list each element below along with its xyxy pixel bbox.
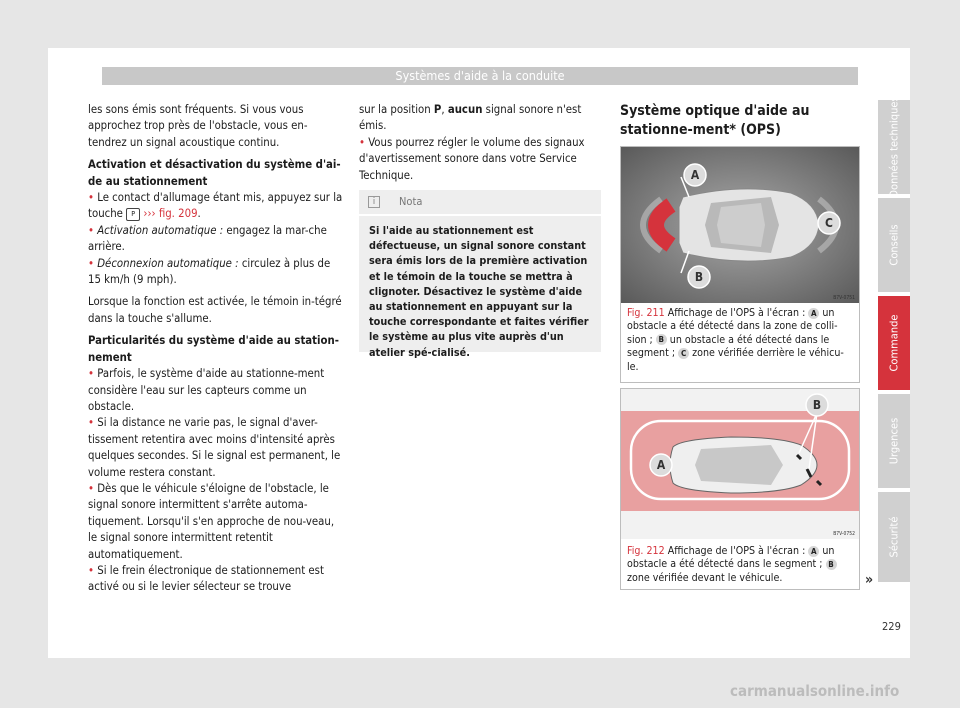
bullet-icon: •	[88, 191, 94, 205]
bullet-icon: •	[88, 367, 94, 381]
page-header: Systèmes d'aide à la conduite	[102, 67, 858, 85]
parking-key-icon: P	[126, 208, 140, 221]
callout-a: A	[656, 458, 666, 472]
figure-caption: Fig. 212 Affichage de l'OPS à l'écran : A un obstacle a été détecté dans le segment ; B zone vérifiée devant le véhicule.	[627, 545, 855, 585]
callout-b: B	[694, 270, 704, 284]
bullet-item: • Dès que le véhicule s'éloigne de l'obstacle, le signal sonore intermittent s'arrête automa-tiquement. Lorsqu'il s'en approche de nou-veau, le signal sonore intermittent retentit automatiquement.	[88, 481, 335, 561]
bullet-icon: •	[88, 223, 94, 237]
bullet-icon: •	[88, 416, 94, 430]
ops-front-illustration	[621, 389, 859, 539]
tab-urgences[interactable]: Urgences	[878, 394, 910, 488]
note-title: Nota	[399, 195, 423, 208]
marker-a: A	[808, 308, 819, 319]
figure-link[interactable]: ››› fig. 209	[143, 207, 198, 221]
tab-donnees-techniques[interactable]: Données techniques	[878, 100, 910, 194]
column-1	[88, 102, 344, 596]
figure-label: Fig. 212	[627, 545, 665, 557]
figure-code: B7V-0751	[833, 295, 855, 301]
bullet-icon: •	[88, 256, 94, 270]
note-box	[359, 190, 601, 359]
note-body: Si l'aide au stationnement est défectueuse, un signal sonore constant sera émis lors de la première activation et le témoin de la touche se mettra à clignoter. Désactivez le système d'aide au stationnement en appuyant sur la touche correspondante et faites vérifier le système au plus vite auprès d'un atelier spé-cialisé.	[369, 224, 589, 359]
callout-b: B	[812, 398, 822, 412]
marker-b: B	[656, 334, 667, 345]
bullet-item: • Vous pourrez régler le volume des signaux d'avertissement sonore dans votre Service Technique.	[359, 135, 585, 182]
footer-watermark: carmanualsonline.info	[730, 682, 900, 700]
bullet-item: • Si le frein électronique de stationnement est activé ou si le levier sélecteur se trouve	[88, 563, 324, 594]
bullet-item: • Parfois, le système d'aide au stationne-ment considère l'eau sur les capteurs comme un obstacle.	[88, 367, 325, 413]
figure-label: Fig. 211	[627, 307, 665, 319]
bullet-icon: •	[88, 481, 94, 495]
continue-arrow: »	[865, 572, 874, 588]
tab-commande[interactable]: Commande	[878, 296, 910, 390]
marker-c: C	[678, 348, 689, 359]
heading-activation: Activation et désactivation du système d'ai-de au stationnement	[88, 158, 341, 188]
paragraph: Lorsque la fonction est activée, le témoin in-tégré dans la touche s'allume.	[88, 295, 342, 325]
marker-a: A	[808, 546, 819, 557]
section-title: Système optique d'aide au stationne-ment* (OPS)	[620, 103, 810, 138]
figure-212	[620, 388, 860, 590]
page-number: 229	[882, 620, 901, 633]
paragraph: les sons émis sont fréquents. Si vous vous approchez trop près de l'obstacle, vous en-tendrez un signal acoustique continu.	[88, 103, 308, 149]
figure-211	[620, 146, 860, 383]
paragraph: sur la position P, aucun signal sonore n'est émis.	[359, 103, 582, 133]
bullet-item: • Activation automatique : engagez la mar-che arrière.	[88, 223, 327, 254]
callout-c: C	[825, 216, 833, 230]
column-2	[359, 102, 601, 184]
callout-a: A	[690, 168, 700, 182]
heading-particularites: Particularités du système d'aide au station-nement	[88, 334, 339, 364]
info-icon: i	[368, 196, 380, 208]
figure-code: B7V-0752	[833, 531, 855, 537]
marker-b: B	[826, 559, 837, 570]
tab-securite[interactable]: Sécurité	[878, 492, 910, 582]
note-header	[359, 190, 601, 216]
bullet-icon: •	[359, 135, 365, 149]
bullet-item: • Si la distance ne varie pas, le signal d'aver-tissement retentira avec moins d'intensité après quelques secondes. Si le signal est permanent, le volume restera constant.	[88, 416, 341, 479]
figure-caption: Fig. 211 Affichage de l'OPS à l'écran : A un obstacle a été détecté dans la zone de colli-sion ; B un obstacle a été détecté dans le segment ; C zone vérifiée derrière le véhicu-le.	[627, 307, 844, 373]
bullet-item: • Déconnexion automatique : circulez à plus de 15 km/h (9 mph).	[88, 256, 331, 287]
bullet-item: • Le contact d'allumage étant mis, appuyez sur la touche P ››› fig. 209.	[88, 191, 343, 221]
bullet-icon: •	[88, 563, 94, 577]
ops-rear-illustration	[621, 147, 859, 303]
tab-conseils[interactable]: Conseils	[878, 198, 910, 292]
